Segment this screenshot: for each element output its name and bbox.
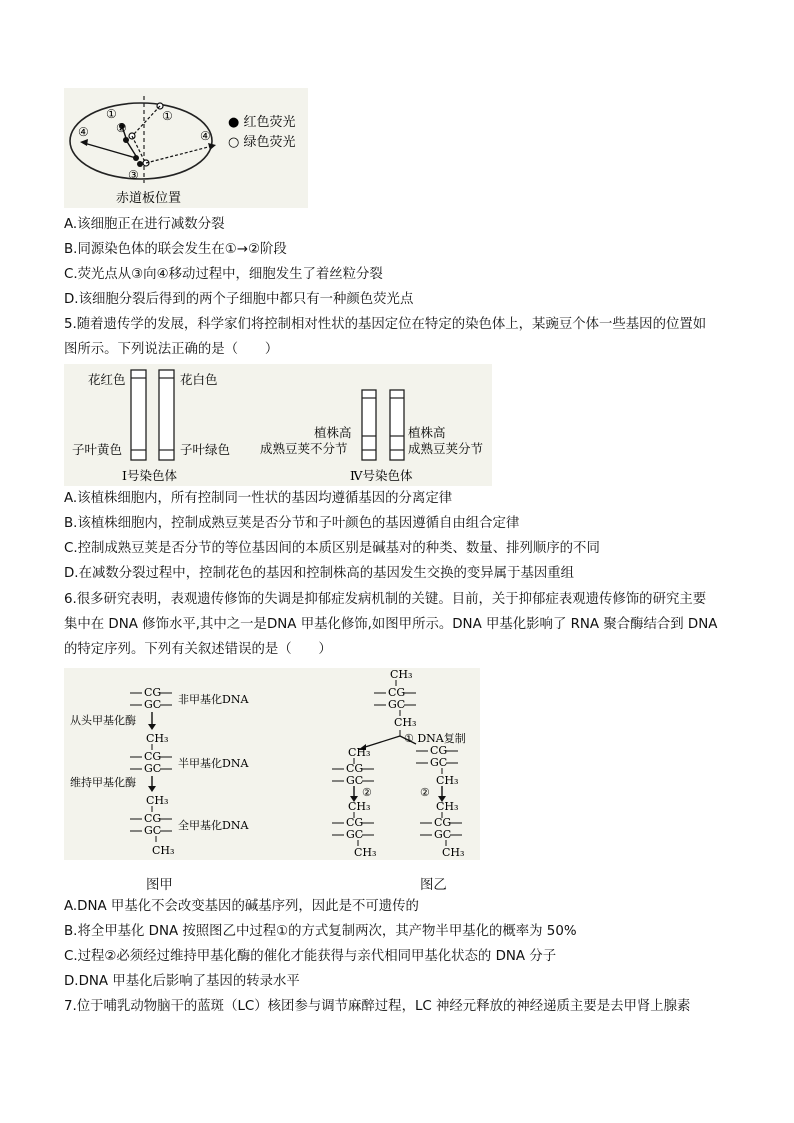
step2-right-label: ② <box>420 786 430 799</box>
fig1-label-1b: ① <box>162 109 173 123</box>
q6-stem-line3: 的特定序列。下列有关叙述错误的是（ ） <box>64 642 332 657</box>
jia-u1-gc: GC <box>144 698 162 711</box>
step1-label: ① DNA复制 <box>404 732 466 745</box>
maintenance-enzyme-label: 维持甲基化酶 <box>70 776 136 789</box>
jia-u2-ch3: CH₃ <box>146 732 169 745</box>
q6-option-a: A.DNA 甲基化不会改变基因的碱基序列，因此是不可遗传的 <box>64 899 419 914</box>
q5-option-b: B.该植株细胞内，控制成熟豆荚是否分节和子叶颜色的基因遵循自由组合定律 <box>64 516 520 531</box>
q5-option-c: C.控制成熟豆荚是否分节的等位基因间的本质区别是碱基对的种类、数量、排列顺序的不同 <box>64 541 600 556</box>
chr4-caption: Ⅳ号染色体 <box>350 468 413 483</box>
yi-left-prod-ch3-bottom: CH₃ <box>354 846 377 859</box>
fig1-label-3: ③ <box>128 168 139 182</box>
fig1-label-2: ② <box>116 121 127 135</box>
unmethylated-label: 非甲基化DNA <box>178 693 249 706</box>
jia-u3-ch3-bottom: CH₃ <box>152 844 175 857</box>
q6-option-c: C.过程②必须经过维持甲基化酶的催化才能获得与亲代相同甲基化状态的 DNA 分子 <box>64 949 557 964</box>
q4-option-d: D.该细胞分裂后得到的两个子细胞中都只有一种颜色荧光点 <box>64 292 414 307</box>
q4-option-b: B.同源染色体的联会发生在①→②阶段 <box>64 242 287 257</box>
caption-figure-a: 图甲 <box>146 878 173 893</box>
chr1-top-right: 花白色 <box>180 372 218 387</box>
chr4-left-line1: 植株高 <box>314 425 352 440</box>
chr1-bottom-right: 子叶绿色 <box>180 442 231 457</box>
yi-parent-ch3-top: CH₃ <box>390 668 413 681</box>
q5-stem-line2: 图所示。下列说法正确的是（ ） <box>64 342 279 357</box>
yi-left-cg: CG <box>346 762 364 775</box>
jia-u1-cg: CG <box>144 686 162 699</box>
yi-left-prod-cg: CG <box>346 816 364 829</box>
figure-chromosomes <box>64 364 492 486</box>
yi-parent-cg: CG <box>388 686 406 699</box>
jia-u2-gc: GC <box>144 762 162 775</box>
full-label: 全甲基化DNA <box>178 819 249 832</box>
yi-right-gc: GC <box>430 756 448 769</box>
chr4-right-line1: 植株高 <box>408 425 446 440</box>
q4-option-a: A.该细胞正在进行减数分裂 <box>64 217 225 232</box>
jia-u3-cg: CG <box>144 812 162 825</box>
step2-left-label: ② <box>362 786 372 799</box>
yi-parent-gc: GC <box>388 698 406 711</box>
chr4-left-line2: 成熟豆荚不分节 <box>260 441 348 456</box>
figure-dna-methylation <box>64 668 480 860</box>
q5-option-d: D.在减数分裂过程中，控制花色的基因和控制株高的基因发生交换的变异属于基因重组 <box>64 566 575 581</box>
fig1-legend-green: ○ 绿色荧光 <box>228 135 296 150</box>
caption-figure-b: 图乙 <box>420 878 447 893</box>
fig1-caption: 赤道板位置 <box>116 191 182 206</box>
q6-stem-line1: 6.很多研究表明，表观遗传修饰的失调是抑郁症发病机制的关键。目前，关于抑郁症表观遗传修饰的研究主要 <box>64 592 707 607</box>
jia-u3-ch3-top: CH₃ <box>146 794 169 807</box>
yi-right-ch3: CH₃ <box>436 774 459 787</box>
yi-left-prod-gc: GC <box>346 828 364 841</box>
q6-option-d: D.DNA 甲基化后影响了基因的转录水平 <box>64 974 300 989</box>
fig1-label-4b: ④ <box>200 129 211 143</box>
jia-u3-gc: GC <box>144 824 162 837</box>
q5-option-a: A.该植株细胞内，所有控制同一性状的基因均遵循基因的分离定律 <box>64 491 453 506</box>
chr1-caption: Ⅰ号染色体 <box>122 468 177 483</box>
chr1-top-left: 花红色 <box>88 372 126 387</box>
fig1-label-4a: ④ <box>78 125 89 139</box>
yi-left-gc: GC <box>346 774 364 787</box>
chr4-right-line2: 成熟豆荚分节 <box>408 441 484 456</box>
yi-right-prod-gc: GC <box>434 828 452 841</box>
chr1-bottom-left: 子叶黄色 <box>72 442 123 457</box>
yi-right-cg: CG <box>430 744 448 757</box>
yi-parent-ch3-bottom: CH₃ <box>394 716 417 729</box>
yi-right-prod-ch3-bottom: CH₃ <box>442 846 465 859</box>
q5-stem-line1: 5.随着遗传学的发展，科学家们将控制相对性状的基因定位在特定的染色体上，某豌豆个体一些基因的位置如 <box>64 317 707 332</box>
q4-option-c: C.荧光点从③向④移动过程中，细胞发生了着丝粒分裂 <box>64 267 383 282</box>
yi-right-prod-cg: CG <box>434 816 452 829</box>
fig1-label-1a: ① <box>106 107 117 121</box>
hemi-label: 半甲基化DNA <box>178 757 249 770</box>
de-novo-enzyme-label: 从头甲基化酶 <box>70 714 136 727</box>
fig1-legend-red: ● 红色荧光 <box>228 115 296 130</box>
yi-left-ch3: CH₃ <box>348 746 371 759</box>
figure-cell-fluorescence <box>64 88 308 208</box>
yi-right-prod-ch3-top: CH₃ <box>436 800 459 813</box>
q6-stem-line2: 集中在 DNA 修饰水平,其中之一是DNA 甲基化修饰,如图甲所示。DNA 甲基化影响了 RNA 聚合酶结合到 DNA <box>64 617 718 632</box>
yi-left-prod-ch3-top: CH₃ <box>348 800 371 813</box>
q6-option-b: B.将全甲基化 DNA 按照图乙中过程①的方式复制两次，其产物半甲基化的概率为 50% <box>64 924 577 939</box>
jia-u2-cg: CG <box>144 750 162 763</box>
q7-stem-line1: 7.位于哺乳动物脑干的蓝斑（LC）核团参与调节麻醉过程，LC 神经元释放的神经递质主要是去甲肾上腺素 <box>64 999 691 1014</box>
